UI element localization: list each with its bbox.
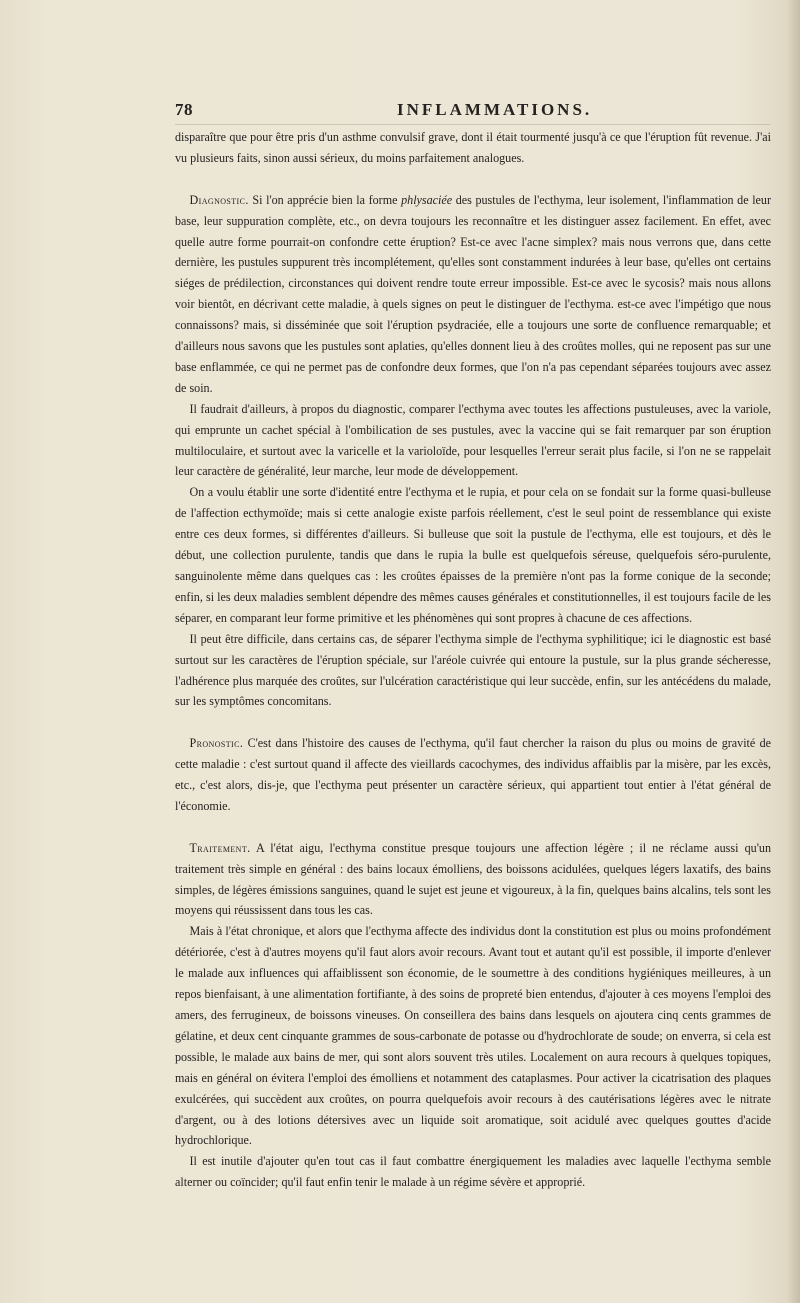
paragraph-continuation: disparaître que pour être pris d'un asthme convulsif grave, dont il était tourmenté jusqu'à ce que l'éruption fût revenue. J'ai vu plusieurs faits, sinon aussi sérieux, du moins parfaitement analogues. [175,130,771,165]
paragraph-text: C'est dans l'histoire des causes de l'ecthyma, qu'il faut chercher la raison du plus ou moins de gravité de cette maladie : c'est surtout quand il affecte des vieillards cacochymes, des individus affaiblis par la misère, par les excès, etc., c'est alors, dis-je, que l'ecthyma peut présenter un caractère sérieux, qui appartient tout entier à l'état général de l'économie. [175,736,771,813]
paragraph-diagnostic [175,190,771,399]
paragraph: On a voulu établir une sorte d'identité entre l'ecthyma et le rupia, et pour cela on se fondait sur la forme quasi-bulleuse de l'affection ecthymoïde; mais si cette analogie existe parfois réellement, c'est le seul point de ressemblance qui existe entre ces deux formes, si différentes d'ailleurs. Si bulleuse que soit la pustule de l'ecthyma, elle est toujours, et dès le début, une collection purulente, tandis que dans le rupia la bulle est quelquefois séreuse, quelquefois séro-purulente, sanguinolente même dans quelques cas : les croûtes épaisses de la première n'ont pas la forme conique de la seconde; enfin, si les deux maladies semblent dépendre des mêmes causes générales et constitutionnelles, il est toujours facile de les séparer, en comparant leur forme primitive et les phénomènes qui sont propres à chacune de ces affections. [175,485,771,625]
page-number: 78 [175,100,193,119]
body-text [175,127,771,1193]
paragraph-text: Si l'on apprécie bien la forme [248,192,402,207]
section-label-diagnostic: Diagnostic. [189,192,249,207]
paragraph: Il faudrait d'ailleurs, à propos du diagnostic, comparer l'ecthyma avec toutes les affections pustuleuses, avec la variole, qui emprunte un cachet spécial à l'ombilication de ses pustules, avec la vaccine qui se fait remarquer par son éruption multiloculaire, et surtout avec la varicelle et la varioloïde, pour lesquelles l'erreur serait plus facile, si l'on ne se rappelait leur caractère de généralité, leur marche, leur mode de développement. [175,401,771,479]
section-label-pronostic: Pronostic. [189,736,244,751]
paragraph-pronostic [175,733,771,817]
italic-term: phlysaciée [401,192,453,207]
paragraph: Il est inutile d'ajouter qu'en tout cas il faut combattre énergiquement les maladies avec laquelle l'ecthyma semble alterner ou coïncider; qu'il faut enfin tenir le malade à un régime sévère et approprié. [175,1154,771,1190]
page-edge-shadow [786,0,800,1303]
paragraph: Mais à l'état chronique, et alors que l'ecthyma affecte des individus dont la constitution est plus ou moins profondément détériorée, c'est à d'autres moyens qu'il faut alors avoir recours. Avant tout et autant qu'il est possible, il importe d'enlever le malade aux influences qui affaiblissent son économie, de le soumettre à des conditions hygiéniques meilleures, à un repos bienfaisant, à une alimentation fortifiante, à des soins de propreté bien entendus, d'ajouter à ces moyens l'emploi des amers, des ferrugineux, de boissons vineuses. On conseillera des bains dans lesquels on ajoutera cinq cents grammes de gélatine, et deux cent cinquante grammes de sous-carbonate de potasse ou d'hydrochlorate de soude; on enverra, si cela est possible, le malade aux bains de mer, qui sont alors souvent très utiles. Localement on aura recours à quelques topiques, mais en général on évitera l'emploi des émolliens et notamment des cataplasmes. Pour activer la cicatrisation des plaques exulcérées, qui succèdent aux croûtes, on pourra quelquefois avoir recours à des cautérisations légères avec le nitrate d'argent, ou à des lotions détersives avec un liquide soit aromatique, soit acidulé avec quelques gouttes d'acide hydrochlorique. [175,924,771,1148]
paragraph: Il peut être difficile, dans certains cas, de séparer l'ecthyma simple de l'ecthyma syphilitique; ici le diagnostic est basé surtout sur les caractères de l'éruption spéciale, sur l'aréole cuivrée qui entoure la pustule, sur la plus grande sécheresse, l'adhérence plus marquée des croûtes, sur l'ulcération caractéristique qui leur succède, enfin, sur les antécédens du malade, sur les symptômes concomitans. [175,631,771,709]
paragraph-text: des pustules de l'ecthyma, leur isolement, l'inflammation de leur base, leur suppuration complète, etc., on devra toujours les reconnaître et les distinguer assez facilement. En effet, avec quelle autre forme pourrait-on confondre cette éruption? Est-ce avec l'acne simplex? mais nous verrons que, dans cette dernière, les pustules suppurent très incomplétement, qu'elles sont constamment indurées à leur base, qu'elles ont certains siéges de prédilection, circonstances qui doivent rendre toute erreur impossible. Est-ce avec le sycosis? mais nous allons voir bientôt, en décrivant cette maladie, à quels signes on peut le distinguer de l'ecthyma. est-ce avec l'impétigo que nous connaissons? mais, si disséminée que soit l'éruption psydraciée, elle a toujours une sorte de confluence remarquable; et d'ailleurs nous savons que les pustules sont aplaties, qu'elles donnent lieu à des croûtes molles, qui ne reposent pas sur une base enflammée, ce qui ne permet pas de confondre deux formes, que l'on n'a pas cependant séparées toujours avec assez de soin. [175,192,771,395]
paragraph-text: A l'état aigu, l'ecthyma constitue presque toujours une affection légère ; il ne réclame aussi qu'un traitement très simple en général : des bains locaux émolliens, des boissons acidulées, quelques légers laxatifs, des bains simples, de légères émissions sanguines, quand le sujet est jeune et vigoureux, à la fin, quelques bains alcalins, tels sont les moyens qui réussissent dans tous les cas. [175,840,771,918]
paragraph-traitement [175,838,771,922]
page-header [175,100,595,124]
header-rule [175,124,770,125]
section-label-traitement: Traitement. [189,840,251,855]
running-head: INFLAMMATIONS. [397,100,593,119]
